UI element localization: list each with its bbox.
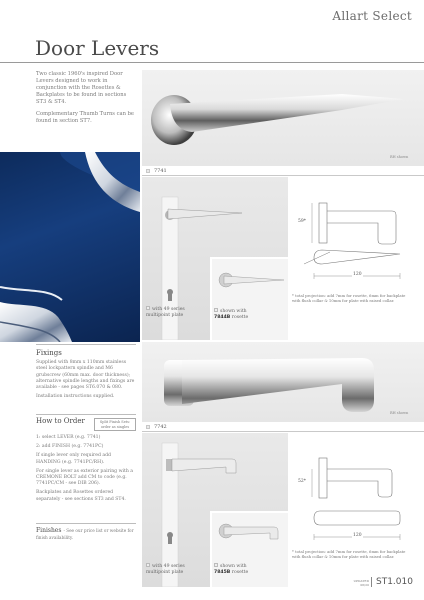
product-7741-caption-rosette bbox=[214, 308, 286, 321]
section-divider bbox=[36, 414, 136, 415]
intro-paragraph-1: Two classic 1960's inspired Door Levers designed to work in conjunction with the Rosettes & Backplates to be found in sections ST3 & ST4. bbox=[36, 71, 127, 105]
updated-date: 06/20 bbox=[360, 582, 369, 587]
product-7741-hero-image bbox=[142, 70, 424, 166]
updated-stamp bbox=[345, 580, 369, 587]
product-7741-caption-multipoint bbox=[146, 306, 206, 319]
page-title: Door Levers bbox=[35, 36, 160, 60]
product-7741-code-strip bbox=[142, 167, 424, 176]
product-7742-code-strip bbox=[142, 423, 424, 432]
caption-text: with 49 series multipoint plate bbox=[146, 307, 185, 318]
product-7742-hero-image bbox=[142, 342, 424, 422]
updated-label: UPDATED bbox=[353, 579, 369, 583]
order-step-4: For single lever as exterior pairing with a CREMONE BOLT add CM to code (e.g. 7741PC/CM - see DIB 206). bbox=[36, 468, 133, 487]
split-finish-note: Split Finish Sets: order as singles bbox=[94, 418, 136, 431]
section-divider bbox=[36, 344, 136, 345]
product-7741-rosette-photo bbox=[210, 257, 288, 340]
product-7741-hand-note: RH shown bbox=[390, 155, 409, 159]
product-7741-code: 7741 bbox=[154, 168, 167, 174]
caption-marker bbox=[146, 563, 150, 567]
page-code: ST1.010 bbox=[371, 577, 413, 587]
product-7742-caption-rosette bbox=[214, 563, 286, 576]
dim-height-label: 52* bbox=[298, 479, 306, 484]
caption-prefix: shown with bbox=[220, 564, 247, 569]
product-7741-dimension-note: * total projection: add 7mm for rosette, 6mm for backplate with flush collar & 10mm for plate with raised collar. bbox=[292, 293, 406, 303]
caption-suffix: rosette bbox=[231, 315, 249, 320]
product-7742-caption-multipoint bbox=[146, 563, 206, 576]
caption-text: with 49 series multipoint plate bbox=[146, 564, 185, 575]
intro-text bbox=[36, 71, 136, 130]
finishes-title: Finishes bbox=[36, 527, 62, 534]
how-to-order-section bbox=[36, 418, 136, 506]
caption-marker bbox=[214, 308, 218, 312]
caption-marker bbox=[146, 306, 150, 310]
code-marker bbox=[146, 425, 150, 429]
product-7742-dimension-note: * total projection: add 7mm for rosette, 6mm for backplate with flush collar & 10mm for plate with raised collar. bbox=[292, 549, 406, 559]
finishes-section bbox=[36, 528, 136, 542]
code-marker bbox=[146, 169, 150, 173]
fixings-title: Fixings bbox=[36, 349, 62, 357]
dim-height-label: 59* bbox=[298, 219, 306, 224]
fixings-instructions: Installation instructions supplied. bbox=[36, 394, 115, 400]
order-step-3: If single lever only required add HANDING (e.g. 7741PC/RH). bbox=[36, 453, 111, 465]
rosette-code: 7844B bbox=[214, 315, 231, 320]
dim-length-label: 120 bbox=[353, 533, 362, 538]
lever-detail-photo bbox=[0, 152, 140, 342]
section-divider bbox=[36, 523, 136, 524]
brand-name: Allart Select bbox=[332, 9, 412, 23]
product-7742-code: 7742 bbox=[154, 424, 167, 430]
order-step-5: Backplates and Rosettes ordered separately - see sections ST3 and ST4. bbox=[36, 490, 126, 502]
product-7742-hand-note: RH shown bbox=[390, 411, 409, 415]
fixings-text: Supplied with 8mm x 110mm stainless steel lockpattern spindle and M6 grubscrew (60mm max. door thickness); alternative spindle lengths and fixings are available - see pages ST6.070 & 080. bbox=[36, 360, 135, 391]
product-7741-dimension-drawing bbox=[292, 178, 420, 286]
rosette-code: 7845B bbox=[214, 570, 231, 575]
order-title: How to Order bbox=[36, 417, 85, 425]
caption-prefix: shown with bbox=[220, 309, 247, 314]
order-step-1: 1: select LEVER (e.g. 7741) bbox=[36, 435, 101, 440]
dim-length-label: 120 bbox=[353, 272, 362, 277]
finishes-text: - See our price list or website for finish availability. bbox=[36, 528, 134, 541]
caption-marker bbox=[214, 563, 218, 567]
fixings-section bbox=[36, 350, 136, 403]
intro-paragraph-2: Complementary Thumb Turns can be found in section ST7. bbox=[36, 111, 134, 124]
order-step-2: 2: add FINISH (e.g. 7741PC) bbox=[36, 444, 104, 450]
title-divider bbox=[0, 62, 424, 63]
caption-suffix: rosette bbox=[231, 570, 249, 575]
product-7742-dimension-drawing bbox=[292, 433, 420, 541]
